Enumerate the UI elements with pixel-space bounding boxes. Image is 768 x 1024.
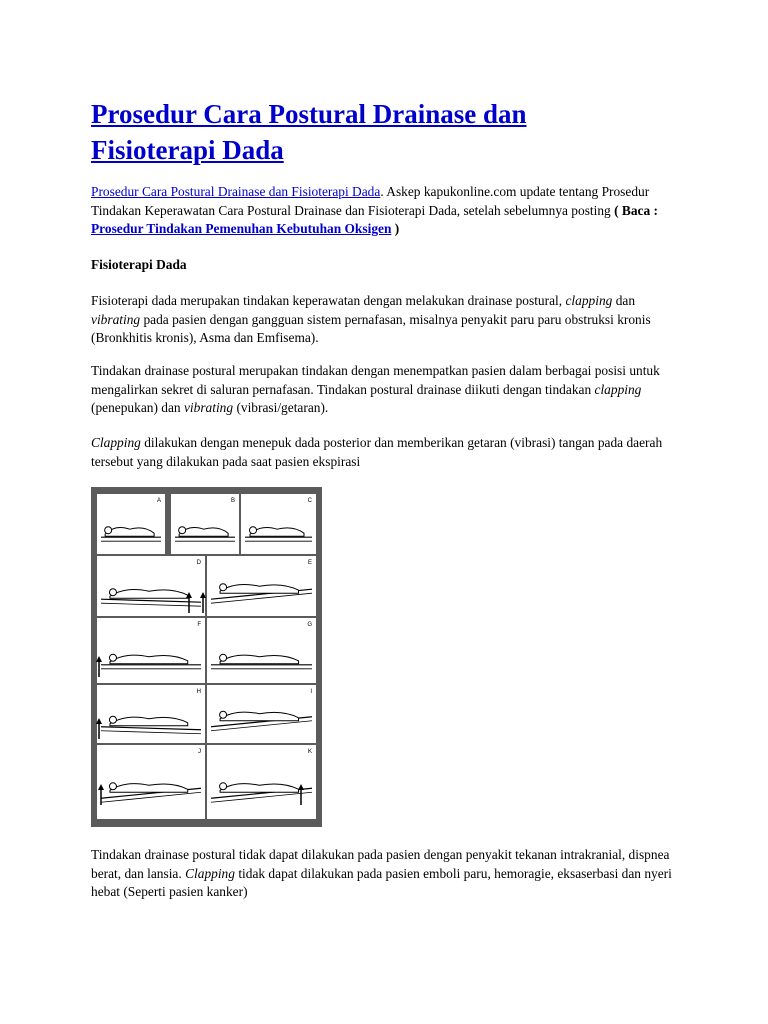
section-heading: Fisioterapi Dada bbox=[91, 257, 187, 272]
plast-text-1: Tindakan drainase postural tidak dapat dilakukan pada pasien dengan penyakit tekanan intrakranial, dispnea berat, dan lansia. bbox=[91, 847, 670, 881]
baca-close: ) bbox=[394, 221, 400, 237]
position-panel bbox=[97, 618, 205, 683]
panel-label: D bbox=[196, 560, 201, 566]
patient-head bbox=[105, 527, 112, 534]
patient-head bbox=[109, 716, 116, 723]
patient-figure bbox=[250, 528, 304, 537]
patient-head bbox=[109, 589, 116, 596]
patient-figure bbox=[110, 717, 188, 726]
patient-head bbox=[220, 584, 227, 591]
paragraph-2 bbox=[91, 362, 683, 418]
intro-text: . Askep kapukonline.com update tentang Prosedur Tindakan Keperawatan Cara Postural Drainase dan Fisioterapi Dada, setelah sebelumnya posting bbox=[91, 184, 650, 218]
patient-figure bbox=[110, 590, 188, 599]
position-panel bbox=[97, 745, 205, 819]
p1-text-3: pada pasien dengan gangguan sistem pernafasan, misalnya penyakit paru paru obstruksi kronis (Bronkhitis kronis), Asma dan Emfisema). bbox=[91, 311, 651, 346]
patient-figure bbox=[179, 528, 228, 537]
panel-label: C bbox=[307, 498, 312, 504]
baca-open: ( Baca : bbox=[614, 202, 658, 218]
paragraph-1 bbox=[91, 292, 683, 348]
positions-diagram bbox=[91, 487, 322, 827]
p2-italic-1: clapping bbox=[594, 381, 642, 397]
position-panel bbox=[207, 618, 316, 683]
panel-label: G bbox=[307, 622, 312, 628]
position-panel bbox=[171, 494, 239, 554]
patient-head bbox=[109, 783, 116, 790]
patient-figure bbox=[110, 784, 188, 793]
position-panel bbox=[97, 685, 205, 743]
paragraph-3 bbox=[91, 434, 683, 471]
page-title bbox=[91, 96, 651, 168]
panel-label: A bbox=[156, 498, 161, 504]
plast-italic-1: Clapping bbox=[185, 865, 235, 881]
p3-italic-1: Clapping bbox=[91, 435, 141, 450]
patient-figure bbox=[220, 784, 298, 793]
panel-label: J bbox=[198, 749, 201, 755]
position-panel bbox=[97, 494, 165, 554]
p2-text-2: (penepukan) dan bbox=[91, 400, 181, 416]
patient-head bbox=[220, 711, 227, 718]
position-panel bbox=[207, 745, 316, 819]
paragraph-contraindications bbox=[91, 846, 683, 902]
patient-figure bbox=[110, 655, 188, 664]
p1-italic-1: clapping bbox=[565, 293, 613, 308]
patient-figure bbox=[105, 528, 154, 537]
p2-text-1: Tindakan drainase postural merupakan tindakan dengan menempatkan pasien dalam berbagai posisi untuk mengalirkan sekret di saluran pernafasan. Tindakan postural drainase diikuti dengan tindakan bbox=[91, 363, 660, 397]
patient-head bbox=[220, 783, 227, 790]
p1-italic-2: vibrating bbox=[91, 311, 141, 327]
patient-figure bbox=[220, 712, 298, 721]
patient-figure bbox=[220, 585, 298, 594]
panel-label: K bbox=[307, 749, 312, 755]
intro-paragraph bbox=[91, 183, 683, 239]
panel-label: H bbox=[196, 689, 201, 695]
p1-text-1: Fisioterapi dada merupakan tindakan keperawatan dengan melakukan drainase postural, bbox=[91, 293, 563, 308]
patient-head bbox=[179, 527, 186, 534]
patient-head bbox=[109, 654, 116, 661]
patient-head bbox=[250, 527, 257, 534]
position-panel bbox=[241, 494, 316, 554]
p1-text-2: dan bbox=[615, 293, 636, 308]
panel-label: B bbox=[230, 498, 235, 504]
p2-italic-2: vibrating bbox=[183, 400, 234, 416]
p2-text-3: (vibrasi/getaran). bbox=[236, 400, 329, 416]
panel-label: E bbox=[307, 560, 312, 566]
panel-label: I bbox=[310, 689, 312, 695]
patient-figure bbox=[220, 655, 298, 664]
patient-head bbox=[220, 654, 227, 661]
postural-drainage-positions-figure bbox=[91, 487, 322, 827]
related-post-link[interactable]: Prosedur Tindakan Pemenuhan Kebutuhan Oksigen bbox=[91, 221, 392, 237]
intro-link[interactable]: Prosedur Cara Postural Drainase dan Fisioterapi Dada bbox=[91, 184, 381, 199]
p3-text-1: dilakukan dengan menepuk dada posterior dan memberikan getaran (vibrasi) tangan pada daerah tersebut yang dilakukan pada saat pasien ekspirasi bbox=[91, 435, 663, 469]
panel-label: F bbox=[197, 622, 201, 628]
plast-text-2: tidak dapat dilakukan pada pasien emboli paru, hemoragie, eksaserbasi dan nyeri hebat (Seperti pasien kanker) bbox=[91, 865, 672, 900]
title-link[interactable]: Prosedur Cara Postural Drainase dan Fisioterapi Dada bbox=[91, 99, 527, 165]
